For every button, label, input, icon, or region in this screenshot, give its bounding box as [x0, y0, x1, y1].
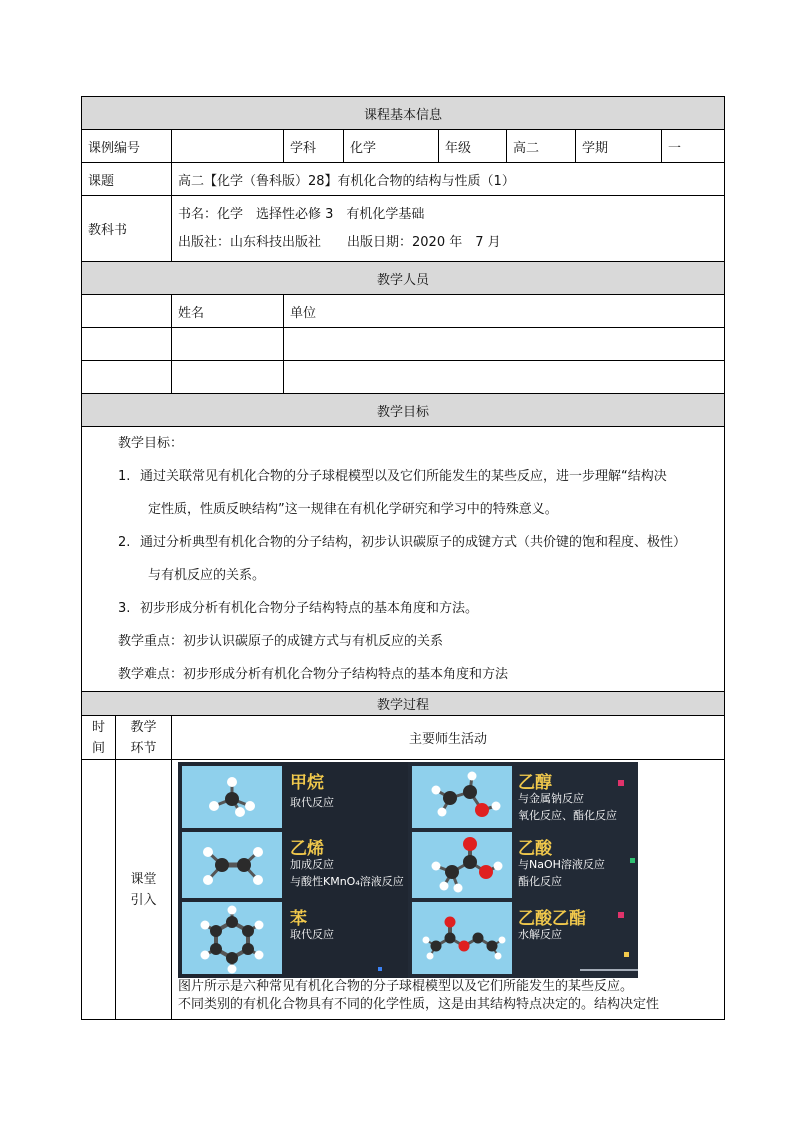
goals-body: [82, 427, 725, 692]
goals-key-point: 教学重点：初步认识碳原子的成键方式与有机反应的关系: [118, 634, 444, 649]
benzene-model-icon: [182, 902, 282, 974]
compound-rx-benzene: 取代反应: [290, 928, 334, 941]
activity-header: 主要师生活动: [172, 716, 725, 760]
course-no-value: [172, 130, 284, 163]
intro-paragraph: 不同类别的有机化合物具有不同的化学性质，这是由其结构特点决定的。结构决定性: [178, 997, 660, 1012]
goals-intro: 教学目标：: [118, 436, 184, 451]
lesson-plan-table: [81, 96, 725, 1020]
goals-difficulty: 教学难点：初步形成分析有机化合物分子结构特点的基本角度和方法: [118, 667, 509, 682]
textbook-info: [172, 196, 725, 262]
staff-blank: [82, 295, 172, 328]
time-cell: [82, 760, 116, 1020]
time-header: 时 间: [82, 716, 116, 760]
compound-name-benzene: 苯: [290, 909, 307, 929]
grade-value: 高二: [507, 130, 576, 163]
staff-row-1-label: [82, 328, 172, 361]
goal-item-3: 3. 初步形成分析有机化合物分子结构特点的基本角度和方法。: [118, 601, 479, 616]
term-value: 一: [662, 130, 725, 163]
compound-name-acetic-acid: 乙酸: [518, 839, 552, 859]
compound-rx-ethyl-acetate: 水解反应: [518, 928, 562, 941]
subject-value: 化学: [344, 130, 439, 163]
staff-name-header: 姓名: [172, 295, 284, 328]
staff-unit-header: 单位: [284, 295, 725, 328]
goal-item-2-cont: 与有机反应的关系。: [148, 568, 266, 583]
ethanol-model-icon: [412, 766, 512, 828]
ethylene-model-icon: [182, 832, 282, 898]
subject-label: 学科: [284, 130, 344, 163]
term-label: 学期: [576, 130, 662, 163]
staff-row-2-name: [172, 361, 284, 394]
section-process: 教学过程: [82, 692, 725, 716]
methane-thumb: [182, 766, 282, 828]
ethyl-acetate-thumb: [412, 902, 512, 974]
stage-cell: 课堂 引入: [116, 760, 172, 1020]
goal-item-1-cont: 定性质，性质反映结构”这一规律在有机化学研究和学习中的特殊意义。: [148, 502, 558, 517]
textbook-publisher: 出版社：山东科技出版社 出版日期：2020 年 7 月: [178, 234, 501, 250]
compound-rx-methane: 取代反应: [290, 796, 334, 809]
section-basic-info: 课程基本信息: [82, 97, 725, 130]
goal-item-1: 1. 通过关联常见有机化合物的分子球棍模型以及它们所能发生的某些反应，进一步理解“结构决: [118, 469, 667, 484]
acetic-acid-thumb: [412, 832, 512, 898]
compound-name-ethanol: 乙醇: [518, 773, 552, 793]
ethyl-acetate-model-icon: [412, 902, 512, 974]
staff-row-2-unit: [284, 361, 725, 394]
ethylene-thumb: [182, 832, 282, 898]
textbook-label: 教科书: [82, 196, 172, 262]
compound-name-ethyl-acetate: 乙酸乙酯: [518, 909, 586, 929]
staff-row-1-name: [172, 328, 284, 361]
textbook-name: 书名：化学 选择性必修 3 有机化学基础: [178, 206, 425, 222]
acetic-acid-model-icon: [412, 832, 512, 898]
topic-value: 高二【化学（鲁科版）28】有机化合物的结构与性质（1）: [172, 163, 725, 196]
staff-row-1-unit: [284, 328, 725, 361]
molecule-figure: [178, 762, 638, 978]
compound-name-ethylene: 乙烯: [290, 839, 324, 859]
compound-rx-ethanol: 与金属钠反应 氧化反应、酯化反应: [518, 792, 617, 822]
topic-label: 课题: [82, 163, 172, 196]
course-no-label: 课例编号: [82, 130, 172, 163]
stage-header: 教学 环节: [116, 716, 172, 760]
goal-item-2: 2. 通过分析典型有机化合物的分子结构，初步认识碳原子的成键方式（共价键的饱和程度、极性）: [118, 535, 687, 550]
figure-caption: 图片所示是六种常见有机化合物的分子球棍模型以及它们所能发生的某些反应。: [178, 979, 634, 994]
ethanol-thumb: [412, 766, 512, 828]
section-goals: 教学目标: [82, 394, 725, 427]
activity-cell: [172, 760, 725, 1020]
benzene-thumb: [182, 902, 282, 974]
compound-rx-acetic-acid: 与NaOH溶液反应 酯化反应: [518, 858, 605, 888]
compound-rx-ethylene: 加成反应 与酸性KMnO₄溶液反应: [290, 858, 404, 888]
section-staff: 教学人员: [82, 262, 725, 295]
compound-name-methane: 甲烷: [290, 773, 324, 793]
grade-label: 年级: [439, 130, 507, 163]
methane-model-icon: [182, 766, 282, 828]
staff-row-2-label: [82, 361, 172, 394]
